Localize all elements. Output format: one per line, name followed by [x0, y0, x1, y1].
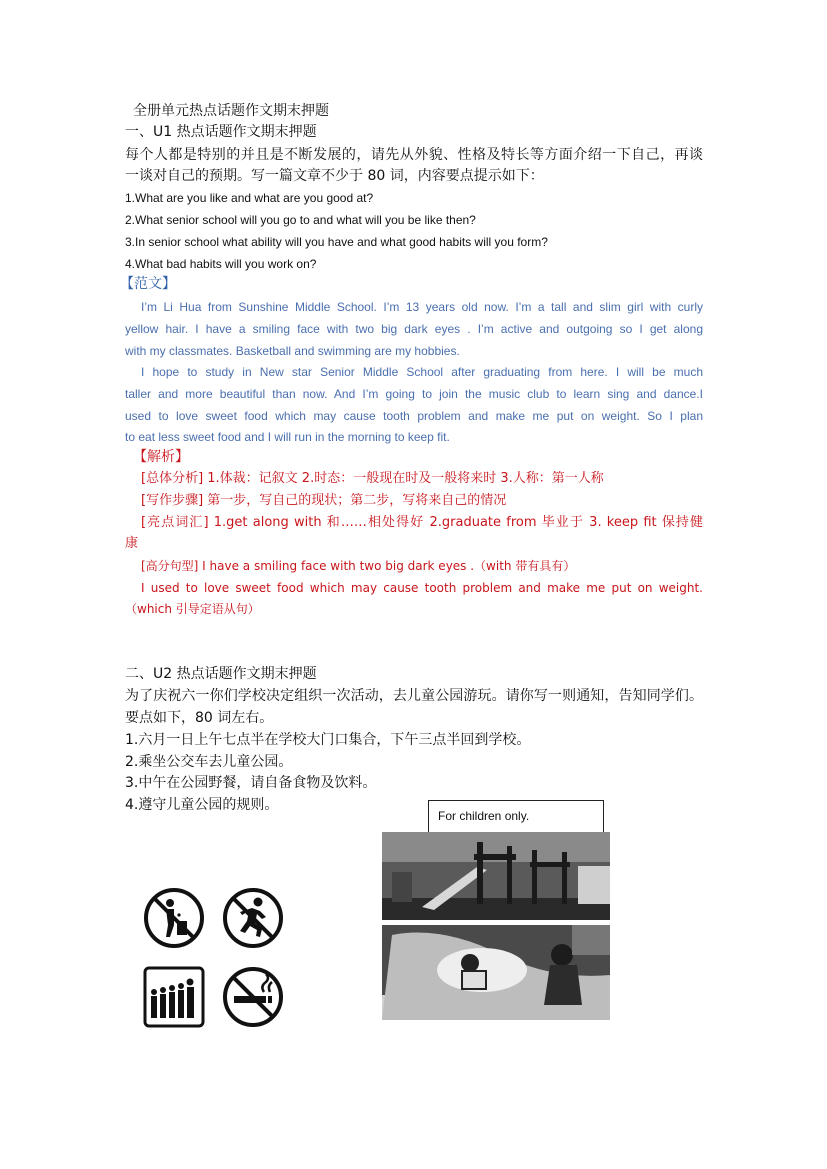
- analysis-line: 康: [125, 536, 139, 551]
- model-essay-line: I hope to study in New star Senior Middle School after graduating from here. I will be much: [141, 365, 703, 379]
- no-smoking-icon: [222, 966, 284, 1028]
- u1-question: 4.What bad habits will you work on?: [125, 257, 317, 271]
- u1-prompt-line: 每个人都是特别的并且是不断发展的，请先从外貌、性格及特长等方面介绍一下自己，再谈: [125, 147, 703, 163]
- model-essay-line: yellow hair. I have a smiling face with two big dark eyes . I’m active and outgoing so I get along: [125, 322, 703, 336]
- analysis-line: （which 引导定语从句）: [125, 602, 260, 616]
- model-essay-line: used to love sweet food which may cause tooth problem and make me put on weight. So I plan: [125, 409, 703, 423]
- u1-question: 2.What senior school will you go to and what will you be like then?: [125, 213, 476, 227]
- u2-prompt-line: 要点如下，80 词左右。: [125, 710, 274, 726]
- u1-question: 3.In senior school what ability will you have and what good habits will you form?: [125, 235, 548, 249]
- u2-point: 3.中午在公园野餐，请自备食物及饮料。: [125, 775, 377, 791]
- analysis-line: [总体分析] 1.体裁：记叙文 2.时态：一般现在时及一般将来时 3.人称：第一人称: [141, 471, 604, 486]
- playground-photo: [382, 832, 610, 920]
- analysis-line: I used to love sweet food which may cause tooth problem and make me put on weight.: [141, 581, 703, 595]
- model-essay-line: with my classmates. Basketball and swimming are my hobbies.: [125, 344, 460, 358]
- u1-question: 1.What are you like and what are you good at?: [125, 191, 374, 205]
- doc-title: 全册单元热点话题作文期末押题: [133, 103, 329, 119]
- u1-prompt-line: 一谈对自己的预期。写一篇文章不少于 80 词，内容要点提示如下：: [125, 168, 544, 184]
- children-only-note: [428, 800, 604, 835]
- no-littering-icon: [143, 887, 205, 949]
- note-text: For children only.: [438, 809, 530, 823]
- u1-heading: 一、U1 热点话题作文期末押题: [125, 124, 317, 140]
- u2-point: 4.遵守儿童公园的规则。: [125, 797, 279, 813]
- u2-prompt-line: 为了庆祝六一你们学校决定组织一次活动，去儿童公园游玩。请你写一则通知，告知同学们。: [125, 688, 703, 704]
- model-essay-line: to eat less sweet food and I will run in the morning to keep fit.: [125, 430, 450, 444]
- analysis-line: [高分句型] I have a smiling face with two big dark eyes .（with 带有具有）: [141, 559, 576, 573]
- no-running-icon: [222, 887, 284, 949]
- model-essay-line: I’m Li Hua from Sunshine Middle School. I’m 13 years old now. I’m a tall and slim girl with curly: [141, 300, 703, 314]
- analysis-label: 【解析】: [133, 449, 189, 465]
- slide-photo: [382, 925, 610, 1020]
- model-essay-label: 【范文】: [120, 276, 176, 292]
- slide-illustration: [382, 925, 610, 1020]
- queue-icon: [143, 966, 205, 1028]
- u2-heading: 二、U2 热点话题作文期末押题: [125, 666, 317, 682]
- analysis-line: [亮点词汇] 1.get along with 和……相处得好 2.graduate from 毕业于 3. keep fit 保持健: [141, 515, 703, 530]
- analysis-line: [写作步骤] 第一步，写自己的现状；第二步，写将来自己的情况: [141, 493, 507, 508]
- u2-point: 1.六月一日上午七点半在学校大门口集合，下午三点半回到学校。: [125, 732, 531, 748]
- u2-point: 2.乘坐公交车去儿童公园。: [125, 754, 293, 770]
- model-essay-line: taller and more beautiful than now. And I’m going to join the music club to learn sing and dance.I: [125, 387, 703, 401]
- playground-illustration: [382, 832, 610, 920]
